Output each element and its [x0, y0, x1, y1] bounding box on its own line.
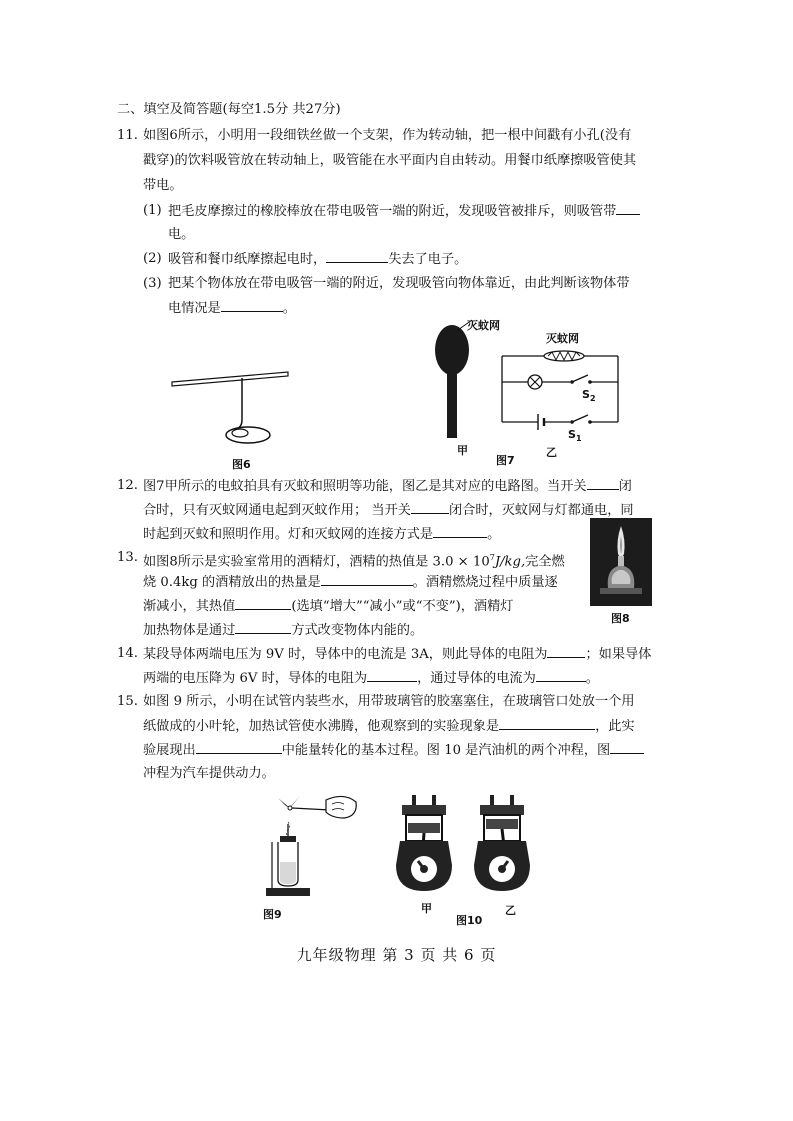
text: 。 — [585, 671, 599, 686]
switch-s2-label — [582, 388, 596, 403]
answer-blank[interactable] — [367, 669, 417, 682]
switch-s1-sub: 1 — [575, 434, 582, 444]
answer-blank[interactable] — [610, 741, 644, 754]
text: 。 — [282, 301, 296, 316]
text: 图7甲所示的电蚊拍具有灭蚊和照明等功能，图乙是其对应的电路图。当开关 — [143, 479, 587, 494]
question-text — [143, 669, 599, 688]
mosquito-racket-drawing — [430, 318, 490, 448]
text: 闭合时，灭蚊网与灯都通电，同 — [448, 503, 634, 518]
engine-strokes-diagram — [396, 793, 536, 893]
text: 某段导体两端电压为 9V 时，导体中的电流是 3A，则此导体的电阻为 — [143, 647, 548, 662]
answer-blank[interactable] — [326, 250, 388, 263]
switch-s2-sub: 2 — [589, 394, 596, 404]
straw-on-pivot-diagram — [170, 360, 340, 450]
circuit-diagram — [500, 342, 630, 432]
page-footer: 九年级物理 第 3 页 共 6 页 — [296, 946, 497, 964]
subquestion-number: (3) — [143, 276, 162, 291]
test-tube-pinwheel-diagram — [258, 788, 368, 903]
subquestion-text — [168, 202, 640, 221]
question-number: 15. — [117, 694, 138, 709]
subquestion-text — [168, 299, 296, 318]
subquestion-number: (2) — [143, 251, 162, 266]
question-text: 如图 9 所示，小明在试管内装些水，用带玻璃管的胶塞塞住，在玻璃管口处放一个用 — [143, 694, 635, 709]
question-text — [143, 573, 558, 592]
question-text: 带电。 — [143, 178, 183, 193]
question-text — [143, 621, 423, 640]
subquestion-text — [168, 250, 467, 269]
racket-net-label: 灭蚊网 — [467, 319, 500, 332]
answer-blank[interactable] — [547, 645, 585, 658]
alcohol-lamp-photo — [590, 518, 652, 606]
text: 闭 — [618, 479, 632, 494]
question-text — [143, 645, 651, 664]
switch-s1-letter: S — [568, 428, 576, 441]
figure-label-yi: 乙 — [546, 446, 557, 459]
answer-blank[interactable] — [221, 299, 283, 312]
answer-blank[interactable] — [433, 525, 487, 538]
answer-blank[interactable] — [536, 669, 586, 682]
answer-blank[interactable] — [587, 477, 619, 490]
exponent: 7 — [489, 553, 495, 562]
question-text — [143, 597, 514, 616]
question-text: 如图6所示，小明用一段细铁丝做一个支架，作为转动轴，把一根中间戳有小孔(没有 — [143, 128, 632, 143]
figure-caption: 图7 — [496, 454, 515, 467]
text: ，通过导体的电流为 — [417, 671, 536, 686]
text: 吸管和餐巾纸摩擦起电时， — [168, 252, 327, 267]
text: 合时，只有灭蚊网通电起到灭蚊作用； 当开关 — [143, 503, 411, 518]
subquestion-text: 把某个物体放在带电吸管一端的附近，发现吸管向物体靠近，由此判断该物体带 — [168, 276, 630, 291]
answer-blank[interactable] — [235, 621, 291, 634]
question-number: 11. — [117, 128, 138, 143]
engine-label-yi: 乙 — [505, 904, 516, 917]
figure-caption: 图8 — [611, 612, 630, 625]
subquestion-number: (1) — [143, 203, 162, 218]
text: 烧 0.4kg 的酒精放出的热量是 — [143, 575, 321, 590]
text: 如图8所示是实验室常用的酒精灯，酒精的热值是 3.0 × 10 — [143, 554, 490, 570]
question-number: 14. — [117, 646, 138, 661]
unit: J/kg, — [494, 554, 526, 570]
text: 渐减小，其热值 — [143, 599, 236, 614]
switch-s1-label — [568, 428, 582, 443]
question-text — [143, 741, 644, 760]
figure-caption: 图6 — [232, 458, 251, 471]
text: 两端的电压降为 6V 时，导体的电阻为 — [143, 671, 368, 686]
text: 。酒精燃烧过程中质量逐 — [412, 575, 558, 590]
text: (选填“增大”“减小”或“不变”)，酒精灯 — [291, 599, 514, 614]
circuit-net-label: 灭蚊网 — [546, 332, 579, 345]
answer-blank[interactable] — [235, 597, 291, 610]
text: 时起到灭蚊和照明作用。灯和灭蚊网的连接方式是 — [143, 527, 434, 542]
figure-caption: 图10 — [456, 914, 483, 927]
engine-label-jia: 甲 — [421, 902, 432, 915]
question-text: 戳穿)的饮料吸管放在转动轴上，吸管能在水平面内自由转动。用餐巾纸摩擦吸管使其 — [143, 153, 637, 168]
section-heading: 二、填空及简答题(每空1.5分 共27分) — [117, 102, 341, 117]
text: 方式改变物体内能的。 — [291, 623, 424, 638]
text: 电情况是 — [168, 301, 221, 316]
answer-blank[interactable] — [196, 741, 282, 754]
text: 纸做成的小叶轮，加热试管使水沸腾，他观察到的实验现象是 — [143, 719, 500, 734]
text: ；如果导体 — [585, 647, 652, 662]
figure-label-jia: 甲 — [457, 444, 468, 457]
text: 把毛皮摩擦过的橡胶棒放在带电吸管一端的附近，发现吸管被排斥，则吸管带 — [168, 204, 617, 219]
question-text: 冲程为汽车提供动力。 — [143, 766, 275, 781]
question-text — [143, 477, 632, 496]
question-text — [143, 501, 634, 520]
text: 加热物体是通过 — [143, 623, 236, 638]
answer-blank[interactable] — [616, 202, 640, 215]
question-text — [143, 717, 635, 736]
answer-blank[interactable] — [499, 717, 595, 730]
text: 中能量转化的基本过程。图 10 是汽油机的两个冲程，图 — [281, 743, 611, 758]
question-number: 12. — [117, 478, 138, 493]
question-number: 13. — [117, 550, 138, 565]
question-text — [143, 525, 500, 544]
text: 完全燃 — [525, 554, 565, 570]
subquestion-text: 电。 — [168, 227, 195, 242]
figure-caption: 图9 — [263, 908, 282, 921]
text: 失去了电子。 — [388, 252, 468, 267]
question-text — [143, 549, 565, 571]
text: ，此实 — [595, 719, 635, 734]
answer-blank[interactable] — [321, 573, 413, 586]
switch-s2-letter: S — [582, 388, 590, 401]
text: 验展现出 — [143, 743, 196, 758]
text: 。 — [487, 527, 501, 542]
answer-blank[interactable] — [411, 501, 449, 514]
